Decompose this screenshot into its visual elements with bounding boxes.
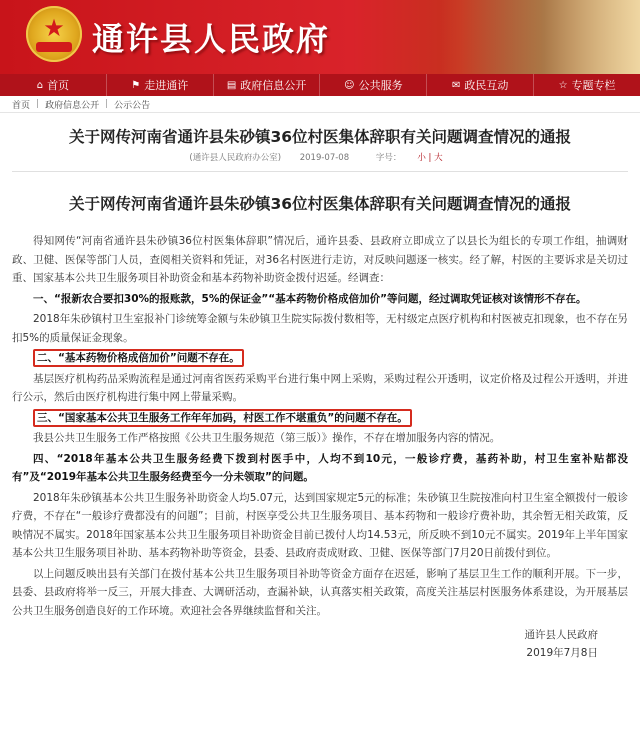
nav-item-home[interactable] [0,74,107,96]
divider [12,171,628,172]
article-paragraph: 2018年朱砂镇村卫生室报补门诊统筹金额与朱砂镇卫生院实际拨付数相等，无村级定点医疗机构和村医被克扣现象，也不存在另扣5%的质量保证金现象。 [12,313,628,344]
article [0,125,640,662]
banner-scenery [440,0,640,74]
article-paragraph: 四、“2018年基本公共卫生服务经费下拨到村医手中，人均不到10元，一般诊疗费，基药补助，村卫生室补贴都没有”及“2019年基本公共卫生服务经费至今一分未领取”的问题。 [12,452,628,483]
users-icon: ☺ [344,79,355,91]
article-source: (通许县人民政府办公室) [189,153,282,163]
chat-icon: ✉ [452,79,461,91]
breadcrumb-info[interactable]: 政府信息公开 [45,100,100,111]
sign-date: 2019年7月8日 [526,647,598,659]
article-paragraph: 基层医疗机构药品采购流程是通过河南省医药采购平台进行集中网上采购，采购过程公开透明，议定价格及过程公开透明，并进行公示，然后由医疗机构进行集中网上带量采购。 [12,372,628,403]
national-emblem-icon: ★ [26,6,82,62]
highlighted-statement: 二、“基本药物价格成倍加价”问题不存在。 [33,349,244,367]
nav-item-info-disclosure[interactable] [214,74,321,96]
article-title: 关于网传河南省通许县朱砂镇36位村医集体辞职有关问题调查情况的通报 [68,128,572,146]
nav-item-label: 走进通许 [144,79,189,92]
nav-item-label: 首页 [47,79,70,92]
highlighted-statement: 三、“国家基本公共卫生服务工作年年加码，村医工作不堪重负”的问题不存在。 [33,409,412,427]
nav-item-public-service[interactable] [320,74,427,96]
font-size-toggle[interactable]: 小 | 大 [417,153,443,163]
article-heading: 关于网传河南省通许县朱砂镇36位村医集体辞职有关问题调查情况的通报 [68,195,572,213]
article-date: 2019-07-08 [299,153,350,163]
site-banner [0,0,640,74]
article-paragraph: 一、“报新农合要扣30%的报账款，5%的保证金”“基本药物价格成倍加价”等问题，经过调取凭证核对该情形不存在。 [33,292,587,305]
star-icon: ☆ [558,79,568,91]
signature: 通许县人民政府 [524,629,598,641]
nav-item-label: 公共服务 [358,79,403,92]
home-icon: ⌂ [36,79,44,91]
site-title: 通许县人民政府 [92,20,331,58]
nav-item-topics[interactable] [534,74,640,96]
breadcrumb-notices[interactable]: 公示公告 [114,100,151,111]
article-paragraph: 2018年朱砂镇基本公共卫生服务补助资金人均5.07元，达到国家规定5元的标准；朱砂镇卫生院按准向村卫生室全额拨付一般诊疗费，不存在“一般诊疗费都没有的问题”；目前，村医享受公共卫生服务项目、基本药物和一般诊疗费补助，其余暂无相关政策，反映情况不属实。2018年国家基本公共卫生服务项目补助资金目前已拨付人均14.53元，所反映不到10元不属实。2019年上半年国家基本公共卫生服务项目补助、基本药物补助等资金，县委、县政府责成财政、卫健、医保等部门7月20日前拨付到位。 [12,491,628,559]
article-body [12,232,628,620]
breadcrumb [0,96,640,113]
font-size-label: 字号： [375,153,402,163]
document-icon: ▤ [226,79,237,91]
nav-item-label: 专题专栏 [571,79,616,92]
breadcrumb-separator: | [105,99,109,109]
main-nav [0,74,640,96]
signature-block [12,626,628,662]
nav-item-interaction[interactable] [427,74,534,96]
nav-item-label: 政府信息公开 [240,79,307,92]
article-paragraph [12,409,628,428]
article-paragraph: 我县公共卫生服务工作严格按照《公共卫生服务规范（第三版）》操作，不存在增加服务内容的情况。 [33,432,501,444]
article-paragraph: 以上问题反映出县有关部门在拨付基本公共卫生服务项目补助等资金方面存在迟延，影响了基层卫生工作的顺利开展。下一步，县委、县政府将举一反三，开展大排查、大调研活动，查漏补缺，认真落实相关政策，高度关注基层村医服务体系建设，为开展基层公共卫生服务创造良好的工作环境。欢迎社会各界继续监督和关注。 [12,567,628,617]
nav-item-about[interactable] [107,74,214,96]
breadcrumb-home[interactable]: 首页 [12,100,31,111]
article-meta [12,151,628,163]
article-paragraph: 得知网传“河南省通许县朱砂镇36位村医集体辞职”情况后，通许县委、县政府立即成立了以县长为组长的专项工作组，抽调财政、卫健、医保等部门人员，查阅相关资料和凭证，对36名村医进行走访，对反映问题逐一核实。经了解，村医的主要诉求是关切过重、国家基本公共卫生服务项目补助资金和基本药物补助资金拨付迟延。经调查： [12,235,628,284]
article-paragraph [12,349,628,368]
nav-item-label: 政民互动 [464,79,509,92]
flag-icon: ⚑ [131,79,141,91]
breadcrumb-separator: | [36,99,40,109]
